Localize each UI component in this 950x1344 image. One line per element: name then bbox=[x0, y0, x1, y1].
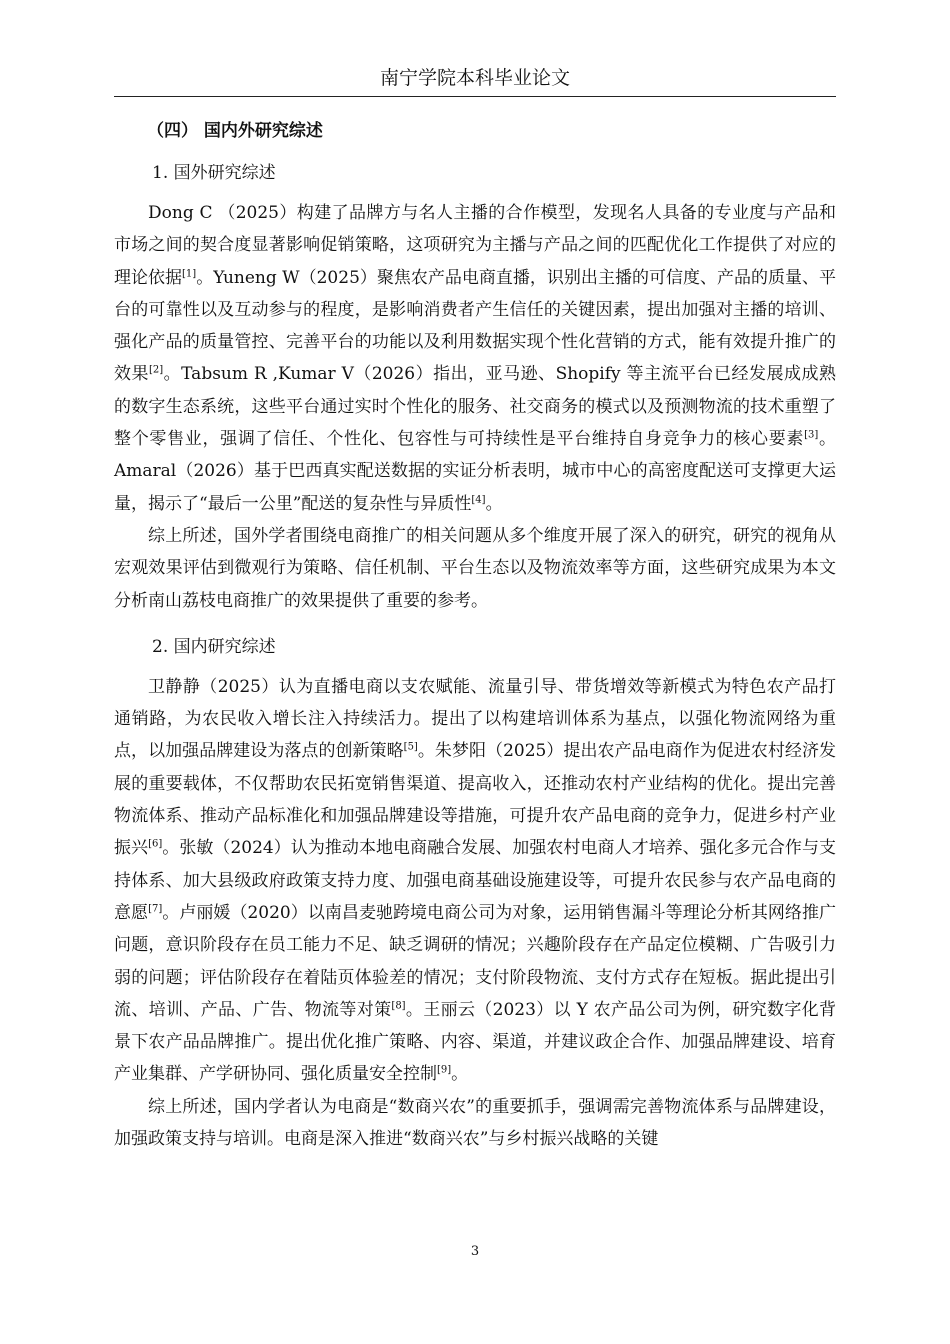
paragraph-text: 。Yuneng W（2025）聚焦农产品电商直播，识别出主播的可信度、产品的质量、平台的可靠性以及互动参与的程度，是影响消费者产生信任的关键因素，提出加强对主播的培训、强化产品的质量管控、完善平台的功能以及利用数据实现个性化营销的方式，能有效提升推广的效果 bbox=[114, 267, 836, 385]
domestic-review-summary: 综上所述，国内学者认为电商是“数商兴农”的重要抓手，强调需完善物流体系与品牌建设，加强政策支持与培训。电商是深入推进“数商兴农”与乡村振兴战略的关键 bbox=[114, 1096, 836, 1150]
citation-ref: [5] bbox=[403, 741, 418, 753]
paragraph-text: 。Tabsum R ,Kumar V（2026）指出，亚马逊、Shopify 等主流平台已经发展成成熟的数字生态系统，这些平台通过实时个性化的服务、社交商务的模式以及预测物流的技术重塑了整个零售业，强调了信任、个性化、包容性与可持续性是平台维持自身竞争力的核心要素 bbox=[114, 364, 837, 450]
paragraph-text: Dong C （2025）构建了品牌方与名人主播的合作模型，发现名人具备的专业度与产品和市场之间的契合度显著影响促销策略，这项研究为主播与产品之间的匹配优化工作提供了对应的理论依据 bbox=[114, 203, 836, 288]
domestic-review-paragraph-1 bbox=[114, 671, 836, 1091]
domestic-review-heading: 2. 国内研究综述 bbox=[152, 636, 276, 657]
paragraph-text: 。卢丽媛（2020）以南昌麦驰跨境电商公司为对象，运用销售漏斗等理论分析其网络推广问题，意识阶段存在员工能力不足、缺乏调研的情况；兴趣阶段存在产品定位模糊、广告吸引力弱的问题；评估阶段存在着陆页体验差的情况；支付阶段物流、支付方式存在短板。据此提出引流、培训、产品、广告、物流等对策 bbox=[114, 902, 836, 1020]
paragraph-text: 。朱梦阳（2025）提出农产品电商作为促进农村经济发展的重要载体，不仅帮助农民拓宽销售渠道、提高收入，还推动农村产业结构的优化。提出完善物流体系、推动产品标准化和加强品牌建设等措施，可提升农产品电商的竞争力，促进乡村产业振兴 bbox=[114, 741, 837, 859]
paragraph-text: 。 bbox=[485, 493, 503, 514]
section-heading: （四） 国内外研究综述 bbox=[147, 121, 323, 141]
citation-ref: [3] bbox=[804, 429, 819, 441]
citation-ref: [1] bbox=[182, 267, 197, 279]
citation-ref: [8] bbox=[391, 1000, 406, 1012]
page-header-title: 南宁学院本科毕业论文 bbox=[379, 67, 570, 89]
paragraph-text: 。 bbox=[451, 1064, 469, 1085]
paragraph-text: 卫静静（2025）认为直播电商以支农赋能、流量引导、带货增效等新模式为特色农产品打通销路，为农民收入增长注入持续活力。提出了以构建培训体系为基点，以强化物流网络为重点，以加强品牌建设为落点的创新策略 bbox=[114, 676, 836, 762]
citation-ref: [4] bbox=[471, 494, 486, 506]
header-divider bbox=[114, 96, 836, 97]
citation-ref: [9] bbox=[437, 1064, 452, 1076]
paragraph-text: 。Amaral（2026）基于巴西真实配送数据的实证分析表明，城市中心的高密度配送可支撑更大运量，揭示了“最后一公里”配送的复杂性与异质性 bbox=[114, 429, 837, 514]
foreign-review-paragraph-1 bbox=[114, 197, 836, 520]
paragraph-text: 。王丽云（2023）以 Y 农产品公司为例，研究数字化背景下农产品品牌推广。提出优化推广策略、内容、渠道，并建议政企合作、加强品牌建设、培育产业集群、产学研协同、强化质量安全控制 bbox=[114, 999, 837, 1085]
foreign-review-summary: 综上所述，国外学者围绕电商推广的相关问题从多个维度开展了深入的研究，研究的视角从宏观效果评估到微观行为策略、信任机制、平台生态以及物流效率等方面，这些研究成果为本文分析南山荔枝电商推广的效果提供了重要的参考。 bbox=[114, 525, 836, 611]
citation-ref: [6] bbox=[148, 838, 163, 850]
citation-ref: [2] bbox=[149, 364, 164, 376]
paragraph-text: 。张敏（2024）认为推动本地电商融合发展、加强农村电商人才培养、强化多元合作与支持体系、加大县级政府政策支持力度、加强电商基础设施建设等，可提升农民参与农产品电商的意愿 bbox=[114, 838, 836, 923]
foreign-review-heading: 1. 国外研究综述 bbox=[152, 163, 276, 183]
page-body bbox=[114, 113, 836, 1155]
citation-ref: [7] bbox=[148, 903, 163, 915]
page-number: 3 bbox=[470, 1244, 480, 1259]
